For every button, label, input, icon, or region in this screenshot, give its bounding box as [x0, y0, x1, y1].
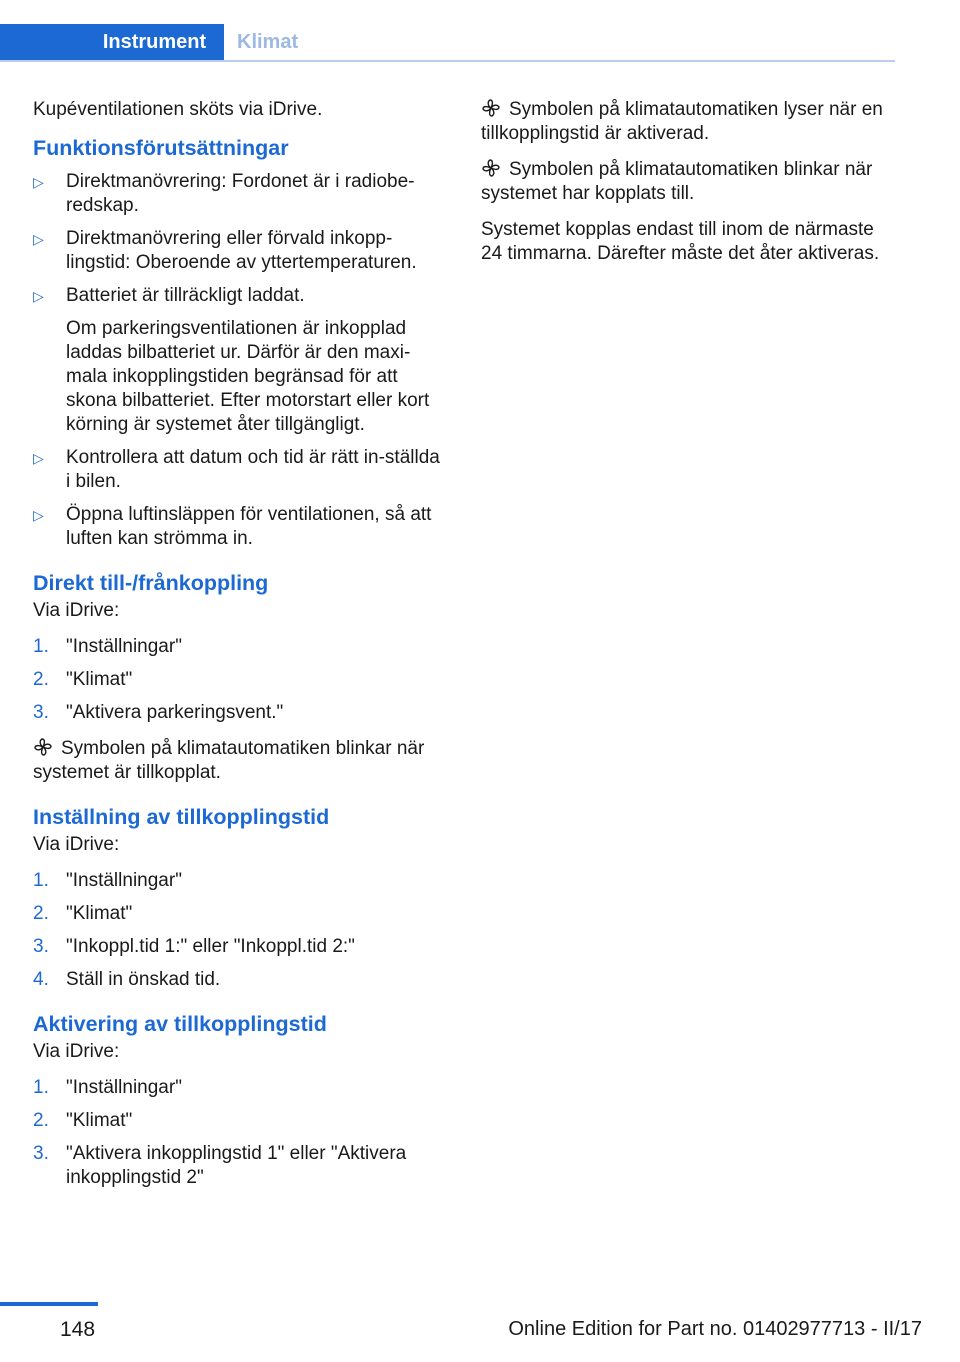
fan-icon — [33, 737, 53, 757]
page-header — [0, 24, 895, 62]
via-idrive-label: Via iDrive: — [33, 600, 120, 621]
intro-text: Kupéventilationen sköts via iDrive. — [33, 99, 323, 120]
list-item: ▷ Kontrollera att datum och tid är rätt in-ställda i bilen. — [33, 447, 440, 492]
heading-aktivering-tillkopplingstid: Aktivering av tillkopplingstid — [33, 1012, 327, 1036]
list-item: ▷ Direktmanövrering eller förvald inkopp-lingstid: Oberoende av yttertemperaturen. — [33, 228, 417, 273]
battery-note: Om parkeringsventilationen är inkopplad laddas bilbatteriet ur. Därför är den maxi-mala inkopplingstiden begränsad för att skona bilbatteriet. Efter motorstart eller kort körning är systemet åter tillgängligt. — [66, 318, 430, 435]
header-accent-bar — [0, 24, 85, 60]
fan-icon — [481, 158, 501, 178]
list-item: ▷ Batteriet är tillräckligt laddat. Om parkeringsventilationen är inkopplad laddas bilbatteriet ur. Därför är den maxi-mala inkopplingstiden begränsad för att skona bilbatteriet. Efter motorstart eller kort körning är systemet åter tillgängligt. — [33, 284, 443, 437]
list-item: 2. "Klimat" — [33, 903, 133, 924]
list-item: ▷ Öppna luftinsläppen för ventilationen, så att luften kan strömma in. — [33, 504, 432, 549]
header-rule — [0, 60, 895, 62]
section-installning — [33, 803, 443, 992]
triangle-right-icon: ▷ — [33, 231, 44, 247]
fan-note: Symbolen på klimatautomatiken blinkar när systemet är tillkopplat. — [33, 738, 425, 783]
steps-list — [33, 869, 443, 992]
list-item: 3. "Aktivera inkopplingstid 1" eller "Aktivera inkopplingstid 2" — [33, 1143, 407, 1188]
section-direkt — [33, 569, 443, 785]
edition-text: Online Edition for Part no. 01402977713 - II/17 — [508, 1318, 922, 1340]
list-item: ▷ Direktmanövrering: Fordonet är i radiobe-redskap. — [33, 171, 415, 216]
footer-accent-bar — [0, 1302, 98, 1306]
fan-note: Symbolen på klimatautomatiken blinkar när systemet har kopplats till. — [481, 159, 873, 204]
list-item: 1. "Inställningar" — [33, 636, 182, 657]
heading-installning-tillkopplingstid: Inställning av tillkopplingstid — [33, 805, 330, 829]
list-item: 1. "Inställningar" — [33, 870, 182, 891]
fan-icon — [481, 98, 501, 118]
heading-direkt-koppling: Direkt till-/frånkoppling — [33, 571, 269, 595]
page-number: 148 — [60, 1318, 96, 1341]
right-column — [481, 98, 896, 278]
tab-klimat[interactable]: Klimat — [237, 31, 299, 53]
list-item: 2. "Klimat" — [33, 669, 133, 690]
triangle-right-icon: ▷ — [33, 288, 44, 304]
fan-note: Symbolen på klimatautomatiken lyser när en tillkopplingstid är aktiverad. — [481, 99, 883, 144]
list-item: 3. "Aktivera parkeringsvent." — [33, 702, 284, 723]
list-item: 4. Ställ in önskad tid. — [33, 969, 221, 990]
via-idrive-label: Via iDrive: — [33, 834, 120, 855]
list-item: 1. "Inställningar" — [33, 1077, 182, 1098]
list-item: 2. "Klimat" — [33, 1110, 133, 1131]
via-idrive-label: Via iDrive: — [33, 1041, 120, 1062]
section-aktivering — [33, 1010, 443, 1190]
heading-funktionsforutsattningar: Funktionsförutsättningar — [33, 136, 289, 160]
tab-instrument[interactable]: Instrument — [85, 24, 224, 60]
list-item: 3. "Inkoppl.tid 1:" eller "Inkoppl.tid 2:" — [33, 936, 355, 957]
steps-list — [33, 635, 443, 725]
activation-window-text: Systemet kopplas endast till inom de närmaste 24 timmarna. Därefter måste det åter aktiveras. — [481, 219, 880, 264]
requirements-list — [33, 170, 443, 551]
left-column — [33, 98, 443, 1202]
triangle-right-icon: ▷ — [33, 174, 44, 190]
steps-list — [33, 1076, 443, 1190]
triangle-right-icon: ▷ — [33, 507, 44, 523]
triangle-right-icon: ▷ — [33, 450, 44, 466]
